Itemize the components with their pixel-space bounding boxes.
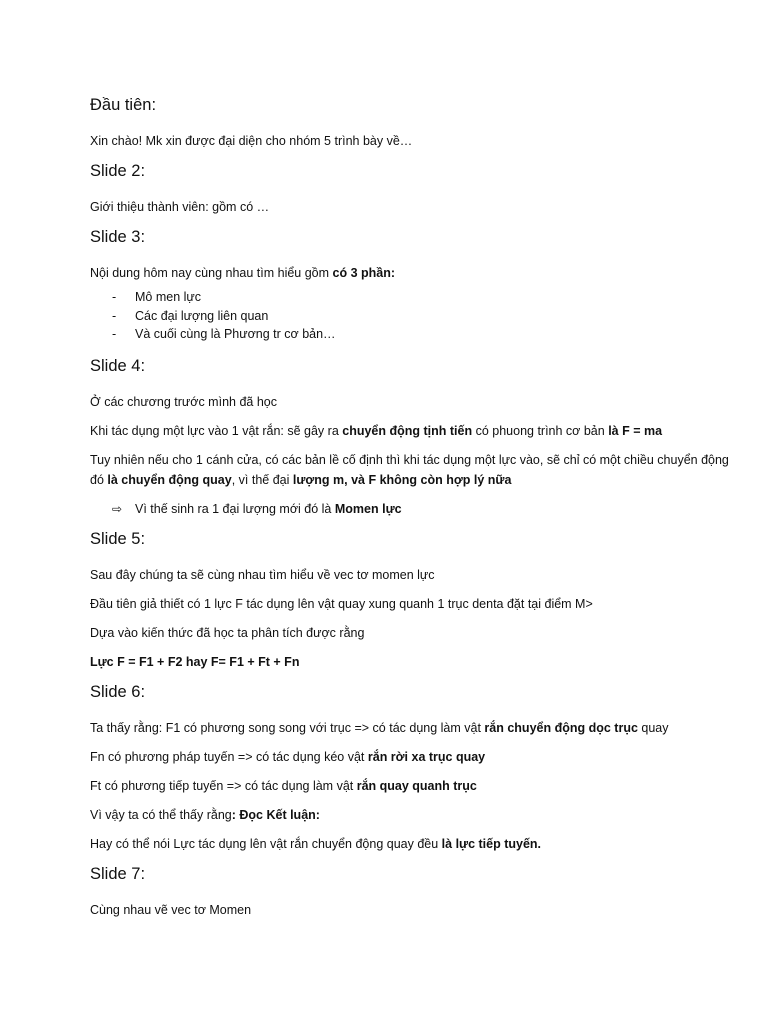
dash-marker: - <box>112 327 117 341</box>
paragraph-intro-vector: Sau đây chúng ta sẽ cùng nhau tìm hiểu về vec tơ momen lực <box>90 567 435 582</box>
list-item-text: Và cuối cùng là Phương tr cơ bản… <box>135 327 336 341</box>
heading-dau-tien: Đầu tiên: <box>90 96 157 114</box>
list-item <box>90 307 730 326</box>
paragraph-previous: Ở các chương trước mình đã học <box>90 394 277 409</box>
paragraph-ft <box>90 776 730 796</box>
text-run: Hay có thể nói Lực tác dụng lên vật rắn chuyển động quay đều <box>90 836 442 851</box>
paragraph-members: Giới thiệu thành viên: gồm có … <box>90 200 270 214</box>
bold-run: là lực tiếp tuyến. <box>441 836 542 851</box>
dash-marker: - <box>112 308 117 323</box>
heading-slide-2: Slide 2: <box>90 162 146 180</box>
bold-run: rắn chuyển động dọc trục <box>484 720 638 735</box>
text-run: Vì vậy ta có thể thấy rằng <box>90 807 232 822</box>
paragraph-draw-vector: Cùng nhau vẽ vec tơ Momen <box>90 902 252 917</box>
text-run: Tuy nhiên nếu cho 1 cánh cửa, có các bản lề cố định thì khi tác dụng một lực vào, sẽ chỉ có một chiều chuyển động đó <box>90 452 729 487</box>
text-run: có phuong trình cơ bản <box>472 423 609 438</box>
text-run: Vì thế sinh ra 1 đại lượng mới đó là <box>135 501 335 516</box>
bold-run: là chuyển động quay <box>107 472 232 487</box>
paragraph-fn <box>90 747 730 767</box>
list-item <box>90 325 730 344</box>
bold-run: Momen lực <box>334 501 402 516</box>
bold-run: lượng m, và F không còn hợp lý nữa <box>292 472 512 487</box>
text-run: Ta thấy rằng: F1 có phương song song với trục => có tác dụng làm vật <box>90 720 485 735</box>
arrow-right-icon: ⇨ <box>112 501 123 516</box>
paragraph-door <box>90 450 730 490</box>
bold-run: chuyển động tịnh tiến <box>342 423 473 438</box>
document-page <box>90 94 730 929</box>
bold-run: rắn rời xa trục quay <box>367 749 486 764</box>
paragraph-conclusion-cue <box>90 805 730 825</box>
heading-slide-5: Slide 5: <box>90 529 146 548</box>
list-item-text: Mô men lực <box>135 290 202 304</box>
paragraph-analysis: Dựa vào kiến thức đã học ta phân tích được rằng <box>90 625 365 640</box>
text-run: Ft có phương tiếp tuyến => có tác dụng làm vật <box>90 778 357 793</box>
bold-run: Lực F = F1 + F2 hay F= F1 + Ft + Fn <box>90 654 300 669</box>
text-run: , vì thế đại <box>231 472 293 487</box>
heading-slide-3: Slide 3: <box>90 228 146 246</box>
text-run: Fn có phương pháp tuyến => có tác dụng kéo vật <box>90 749 368 764</box>
paragraph-greeting: Xin chào! Mk xin được đại diện cho nhóm 5 trình bày về… <box>90 134 413 148</box>
paragraph-assumption: Đầu tiên giả thiết có 1 lực F tác dụng lên vật quay xung quanh 1 trục denta đặt tại điểm M> <box>90 596 593 611</box>
paragraph-translation <box>90 421 730 441</box>
heading-slide-4: Slide 4: <box>90 356 146 375</box>
heading-slide-7: Slide 7: <box>90 864 146 883</box>
heading-slide-6: Slide 6: <box>90 682 146 701</box>
paragraph-conclusion <box>90 834 730 854</box>
dash-list <box>90 288 730 344</box>
list-item <box>90 288 730 307</box>
paragraph-f1 <box>90 718 730 738</box>
text-run: Khi tác dụng một lực vào 1 vật rắn: sẽ gây ra <box>90 423 343 438</box>
bold-run: có 3 phần: <box>332 266 396 280</box>
paragraph-formula <box>90 652 730 672</box>
arrow-list-item <box>90 499 730 519</box>
bold-run: rắn quay quanh trục <box>356 778 477 793</box>
dash-marker: - <box>112 290 117 304</box>
paragraph-content <box>90 263 730 283</box>
list-item-text: Các đại lượng liên quan <box>135 308 269 323</box>
text-run: Nội dung hôm nay cùng nhau tìm hiểu gồm <box>90 266 333 280</box>
text-run: quay <box>637 720 669 735</box>
bold-run: là F = ma <box>608 423 663 438</box>
bold-run: : Đọc Kết luận: <box>231 807 320 822</box>
